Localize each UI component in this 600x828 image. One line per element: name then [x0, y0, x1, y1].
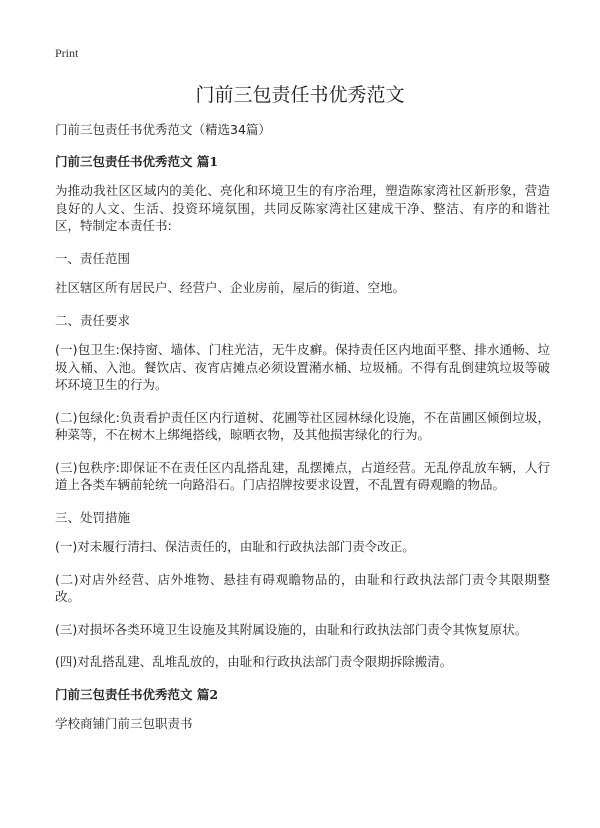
paragraph: (二)对店外经营、店外堆物、悬挂有碍观瞻物品的，由耻和行政执法部门责令其限期整改。 — [55, 571, 550, 604]
paragraph: (三)对损坏各类环境卫生设施及其附属设施的，由耻和行政执法部门责令其恢复原状。 — [55, 621, 528, 637]
paragraph: (一)对未履行清扫、保洁责任的，由耻和行政执法部门责令改正。 — [55, 539, 415, 554]
section-heading: 门前三包责任书优秀范文 篇2 — [55, 686, 219, 702]
document-subtitle: 门前三包责任书优秀范文（精选34篇） — [55, 122, 271, 137]
paragraph: 二、责任要求 — [55, 312, 131, 328]
paragraph: 社区辖区所有居民户、经营户、企业房前，屋后的街道、空地。 — [55, 280, 406, 295]
section-2 — [55, 686, 550, 733]
document-body — [55, 121, 550, 744]
paragraph: (一)包卫生:保持窗、墙体、门柱光洁，无牛皮癣。保持责任区内地面平整、排水通畅、垃圾入桶、入池。餐饮店、夜宵店摊点必须设置潲水桶、垃圾桶。不得有乱倒建筑垃圾等破坏环境卫生的行为。 — [55, 342, 550, 392]
paragraph: (二)包绿化:负责看护责任区内行道树、花圃等社区园林绿化设施，不在苗圃区倾倒垃圾，种菜等，不在树木上绑绳搭线，晾晒衣物，及其他损害绿化的行为。 — [55, 409, 550, 442]
paragraph: 三、处罚措施 — [55, 509, 131, 525]
paragraph: 学校商铺门前三包职责书 — [55, 715, 193, 731]
paragraph: 为推动我社区区域内的美化、亮化和环境卫生的有序治理，塑造陈家湾社区新形象，营造良好的人文、生活、投资环境氛围，共同反陈家湾社区建成干净、整洁、有序的和谐社区，特制定本责任书: — [55, 183, 550, 233]
paragraph: (四)对乱搭乱建、乱堆乱放的，由耻和行政执法部门责令限期拆除搬清。 — [55, 654, 453, 669]
paragraph: 一、责任范围 — [55, 250, 131, 266]
paragraph: (三)包秩序:即保证不在责任区内乱搭乱建，乱摆摊点，占道经营。无乱停乱放车辆，人行道上各类车辆前轮统一向路沿石。门店招牌按要求设置，不乱置有碍观瞻的物品。 — [55, 459, 550, 492]
document-title: 门前三包责任书优秀范文 — [195, 84, 405, 106]
print-link[interactable]: Print — [55, 46, 79, 60]
section-1 — [55, 153, 550, 671]
section-heading: 门前三包责任书优秀范文 篇1 — [55, 154, 219, 169]
